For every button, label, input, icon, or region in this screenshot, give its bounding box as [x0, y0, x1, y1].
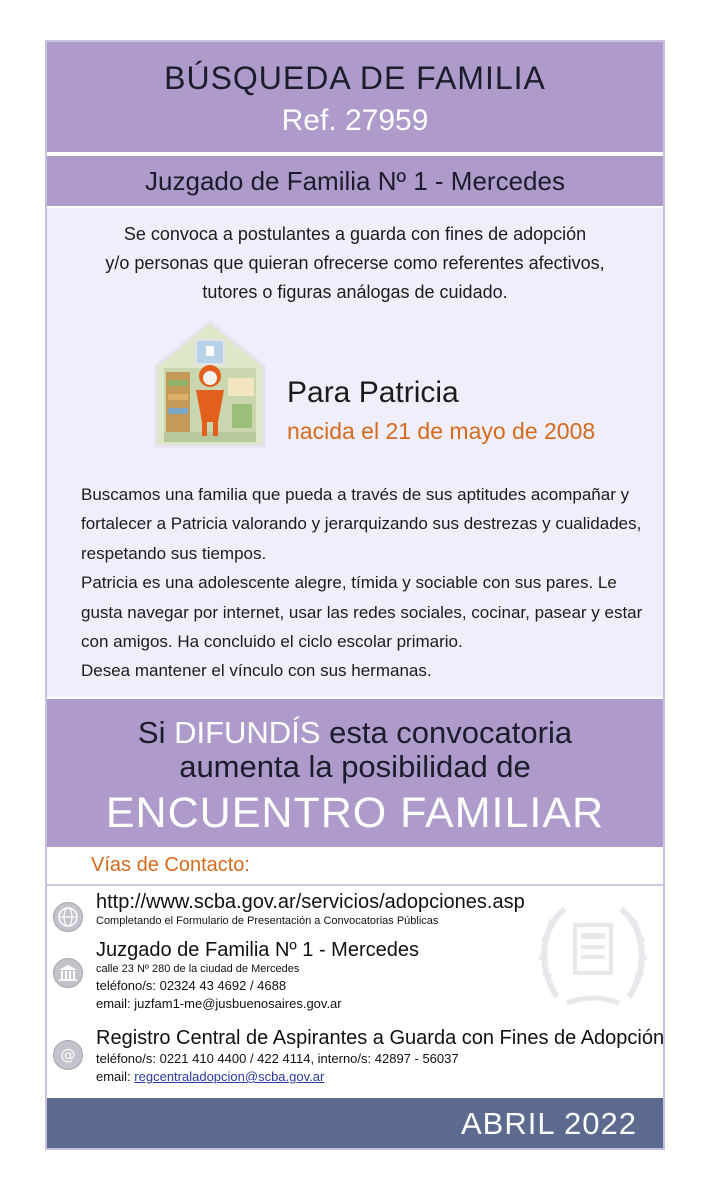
court-name: Juzgado de Familia Nº 1 - Mercedes	[96, 939, 419, 961]
courthouse-icon	[53, 958, 83, 988]
promo-line-1	[47, 715, 663, 751]
contact-registry-text	[96, 1026, 665, 1086]
registry-phone: teléfono/s: 0221 410 4400 / 422 4114, interno/s: 42897 - 56037	[96, 1051, 459, 1066]
promo-post: esta convocatoria	[320, 715, 573, 750]
court-phone: teléfono/s: 02324 43 4692 / 4688	[96, 978, 287, 993]
search-card	[45, 40, 665, 1150]
child-name: Para Patricia	[287, 376, 459, 409]
contact-heading: Vías de Contacto:	[91, 854, 250, 876]
house-illustration-icon	[154, 320, 266, 448]
description-line: gusta navegar por internet, usar las redes sociales, cocinar, pasear y estar	[81, 602, 643, 622]
publication-date: ABRIL 2022	[460, 1106, 637, 1141]
at-sign-icon	[53, 1040, 83, 1070]
child-birthdate: nacida el 21 de mayo de 2008	[287, 418, 596, 444]
footer-bar	[47, 1098, 663, 1148]
description-line: Desea mantener el vínculo con sus hermanas.	[81, 661, 432, 681]
promo-line-2: aumenta la posibilidad de	[179, 749, 531, 784]
description-line: Buscamos una familia que pueda a través de sus aptitudes acompañar y	[81, 485, 630, 504]
reference-number: Ref. 27959	[281, 104, 429, 137]
court-heading: Juzgado de Familia Nº 1 - Mercedes	[47, 156, 663, 206]
intro-line: y/o personas que quieran ofrecerse como referentes afectivos,	[105, 253, 605, 273]
header-banner	[47, 42, 663, 152]
child-description	[81, 480, 643, 686]
intro-line: Se convoca a postulantes a guarda con fines de adopción	[123, 224, 587, 244]
description-line: Patricia es una adolescente alegre, tímida y sociable con sus pares. Le	[81, 573, 617, 593]
web-url-link[interactable]: http://www.scba.gov.ar/servicios/adopciones.asp	[96, 891, 525, 913]
intro-line: tutores o figuras análogas de cuidado.	[202, 282, 508, 302]
description-line: fortalecer a Patricia valorando y jerarquizando sus destrezas y cualidades,	[81, 514, 642, 534]
court-email[interactable]: email: juzfam1-me@jusbuenosaires.gov.ar	[96, 996, 342, 1011]
svg-text:@: @	[60, 1046, 76, 1064]
description-line: con amigos. Ha concluido el ciclo escolar primario.	[81, 632, 463, 652]
promo-highlight: DIFUNDÍS	[174, 715, 321, 750]
registry-email-link[interactable]: regcentraladopcion@scba.gov.ar	[134, 1069, 325, 1084]
intro-text	[77, 220, 633, 307]
content-panel	[47, 208, 663, 697]
page-title: BÚSQUEDA DE FAMILIA	[164, 60, 546, 96]
registry-name: Registro Central de Aspirantes a Guarda con Fines de Adopción	[96, 1027, 665, 1049]
promo-banner	[47, 699, 663, 847]
promo-pre: Si	[137, 715, 175, 750]
registry-email-row	[96, 1068, 653, 1086]
court-address: calle 23 Nº 280 de la ciudad de Mercedes	[96, 963, 300, 975]
web-note: Completando el Formulario de Presentación a Convocatorias Públicas	[96, 915, 439, 927]
seal-logo-icon	[537, 897, 649, 1017]
description-line: respetando sus tiempos.	[81, 543, 267, 563]
globe-icon	[53, 902, 83, 932]
registry-email-label: email:	[96, 1069, 135, 1084]
promo-headline: ENCUENTRO FAMILIAR	[105, 789, 605, 837]
